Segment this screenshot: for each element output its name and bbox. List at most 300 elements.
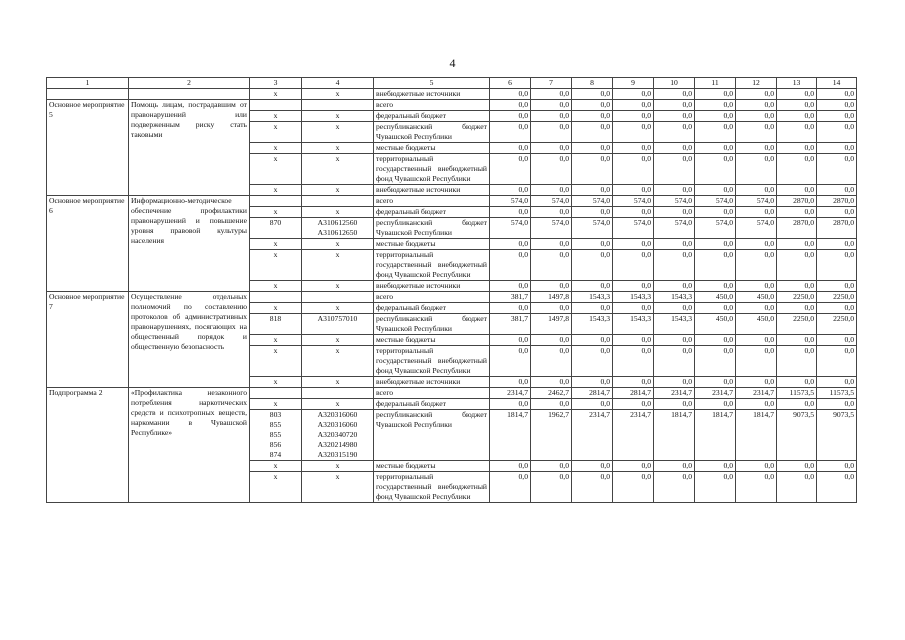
cell-value: 0,0 xyxy=(817,239,857,250)
cell-value: 0,0 xyxy=(777,185,817,196)
cell-value: 0,0 xyxy=(817,346,857,377)
cell-value: 0,0 xyxy=(654,122,695,143)
cell-value: 0,0 xyxy=(490,472,531,503)
column-header: 14 xyxy=(817,78,857,89)
cell-value: 0,0 xyxy=(490,89,531,100)
cell-value: 0,0 xyxy=(572,154,613,185)
cell-value: 0,0 xyxy=(777,377,817,388)
cell-value: 1543,3 xyxy=(613,314,654,335)
cell-code: х xyxy=(302,239,374,250)
cell-code xyxy=(302,388,374,399)
cell-title: «Профилактика незаконного потребления наркотических средств и психотропных веществ, наркомании в Чувашской Республике» xyxy=(129,388,250,503)
cell-value: 0,0 xyxy=(736,89,777,100)
cell-value: 0,0 xyxy=(572,250,613,281)
cell-value: 0,0 xyxy=(654,461,695,472)
cell-value: 574,0 xyxy=(531,218,572,239)
cell-value: 2314,7 xyxy=(572,410,613,461)
cell-value: 0,0 xyxy=(572,207,613,218)
cell-grbs: х xyxy=(250,335,302,346)
cell-grbs xyxy=(250,196,302,207)
cell-source: всего xyxy=(374,100,490,111)
cell-value: 2250,0 xyxy=(817,314,857,335)
cell-grbs xyxy=(250,100,302,111)
cell-value: 0,0 xyxy=(654,346,695,377)
cell-grbs: х xyxy=(250,250,302,281)
column-header: 4 xyxy=(302,78,374,89)
cell-value: 0,0 xyxy=(490,399,531,410)
cell-value: 0,0 xyxy=(654,335,695,346)
column-header: 8 xyxy=(572,78,613,89)
cell-value: 0,0 xyxy=(817,100,857,111)
cell-value: 0,0 xyxy=(817,111,857,122)
cell-value: 1814,7 xyxy=(654,410,695,461)
cell-value: 450,0 xyxy=(736,314,777,335)
column-header: 12 xyxy=(736,78,777,89)
cell-value: 0,0 xyxy=(531,472,572,503)
cell-value: 0,0 xyxy=(572,100,613,111)
cell-value: 0,0 xyxy=(490,239,531,250)
cell-value: 0,0 xyxy=(654,111,695,122)
cell-value: 0,0 xyxy=(736,143,777,154)
cell-value: 0,0 xyxy=(654,281,695,292)
cell-source: всего xyxy=(374,292,490,303)
cell-value: 0,0 xyxy=(613,143,654,154)
cell-value: 0,0 xyxy=(817,122,857,143)
cell-value: 0,0 xyxy=(490,346,531,377)
cell-code: х xyxy=(302,335,374,346)
cell-value: 0,0 xyxy=(695,250,736,281)
cell-value: 0,0 xyxy=(736,472,777,503)
cell-code xyxy=(302,292,374,303)
cell-grbs: х xyxy=(250,143,302,154)
cell-value: 1497,8 xyxy=(531,314,572,335)
cell-source: местные бюджеты xyxy=(374,143,490,154)
cell-code: А320316060 А320316060 А320340720 А320214980 А320315190 xyxy=(302,410,374,461)
cell-value: 0,0 xyxy=(572,185,613,196)
cell-source: местные бюджеты xyxy=(374,461,490,472)
cell-value: 0,0 xyxy=(654,89,695,100)
cell-grbs: х xyxy=(250,89,302,100)
cell-value: 0,0 xyxy=(736,377,777,388)
cell-value: 381,7 xyxy=(490,292,531,303)
cell-code: х xyxy=(302,472,374,503)
cell-value: 2314,7 xyxy=(654,388,695,399)
cell-value: 0,0 xyxy=(613,154,654,185)
cell-source: всего xyxy=(374,388,490,399)
cell-value: 2314,7 xyxy=(736,388,777,399)
cell-value: 0,0 xyxy=(490,100,531,111)
cell-value: 0,0 xyxy=(613,122,654,143)
cell-value: 1814,7 xyxy=(490,410,531,461)
cell-value: 381,7 xyxy=(490,314,531,335)
cell-value: 0,0 xyxy=(531,111,572,122)
cell-value: 0,0 xyxy=(572,472,613,503)
cell-value: 0,0 xyxy=(613,303,654,314)
cell-value: 0,0 xyxy=(654,239,695,250)
cell-value: 0,0 xyxy=(654,185,695,196)
cell-value: 574,0 xyxy=(654,218,695,239)
cell-value: 0,0 xyxy=(777,335,817,346)
cell-value: 450,0 xyxy=(695,292,736,303)
cell-code: х xyxy=(302,207,374,218)
cell-value: 0,0 xyxy=(572,399,613,410)
cell-code xyxy=(302,196,374,207)
table-row xyxy=(47,292,857,303)
cell-value: 0,0 xyxy=(817,250,857,281)
column-header: 1 xyxy=(47,78,129,89)
cell-value: 0,0 xyxy=(736,154,777,185)
cell-value: 0,0 xyxy=(817,461,857,472)
cell-value: 0,0 xyxy=(490,303,531,314)
cell-value: 2814,7 xyxy=(572,388,613,399)
column-header: 6 xyxy=(490,78,531,89)
cell-value: 574,0 xyxy=(695,196,736,207)
cell-value: 0,0 xyxy=(490,250,531,281)
cell-grbs: х xyxy=(250,154,302,185)
cell-source: федеральный бюджет xyxy=(374,399,490,410)
cell-value: 0,0 xyxy=(777,239,817,250)
cell-code: А310757010 xyxy=(302,314,374,335)
cell-value: 0,0 xyxy=(695,303,736,314)
cell-value: 0,0 xyxy=(736,346,777,377)
cell-value: 0,0 xyxy=(736,250,777,281)
cell-value: 0,0 xyxy=(817,207,857,218)
cell-value: 0,0 xyxy=(695,207,736,218)
cell-value: 0,0 xyxy=(531,346,572,377)
cell-value: 0,0 xyxy=(654,303,695,314)
cell-value: 0,0 xyxy=(531,207,572,218)
cell-value: 0,0 xyxy=(572,111,613,122)
cell-code: х xyxy=(302,154,374,185)
cell-grbs: х xyxy=(250,111,302,122)
cell-grbs: х xyxy=(250,303,302,314)
column-header: 7 xyxy=(531,78,572,89)
cell-value: 2250,0 xyxy=(777,292,817,303)
cell-value: 0,0 xyxy=(777,122,817,143)
cell-grbs: х xyxy=(250,122,302,143)
cell-value: 0,0 xyxy=(572,122,613,143)
cell-value: 0,0 xyxy=(695,346,736,377)
cell-grbs: 870 xyxy=(250,218,302,239)
cell-value: 0,0 xyxy=(531,399,572,410)
cell-value: 0,0 xyxy=(695,143,736,154)
cell-value: 0,0 xyxy=(777,111,817,122)
cell-source: федеральный бюджет xyxy=(374,207,490,218)
cell-value: 1543,3 xyxy=(654,314,695,335)
cell-value: 0,0 xyxy=(613,472,654,503)
cell-value: 0,0 xyxy=(572,335,613,346)
cell-value: 0,0 xyxy=(736,461,777,472)
table-row xyxy=(47,196,857,207)
cell-value: 0,0 xyxy=(531,239,572,250)
cell-value: 0,0 xyxy=(654,472,695,503)
cell-value: 0,0 xyxy=(817,399,857,410)
cell-value: 0,0 xyxy=(695,89,736,100)
cell-value: 0,0 xyxy=(654,143,695,154)
cell-program: Основное мероприятие 7 xyxy=(47,292,129,388)
cell-value: 0,0 xyxy=(736,111,777,122)
cell-value: 0,0 xyxy=(736,239,777,250)
cell-value: 2870,0 xyxy=(777,196,817,207)
cell-grbs xyxy=(250,292,302,303)
cell-value: 1497,8 xyxy=(531,292,572,303)
column-header: 3 xyxy=(250,78,302,89)
cell-value: 0,0 xyxy=(572,89,613,100)
column-header: 10 xyxy=(654,78,695,89)
cell-code: х xyxy=(302,399,374,410)
cell-value: 574,0 xyxy=(654,196,695,207)
cell-code: А310612560 А310612650 xyxy=(302,218,374,239)
cell-value: 0,0 xyxy=(695,100,736,111)
cell-value: 0,0 xyxy=(613,399,654,410)
cell-value: 1814,7 xyxy=(695,410,736,461)
cell-value: 0,0 xyxy=(531,100,572,111)
cell-value: 0,0 xyxy=(654,377,695,388)
cell-code: х xyxy=(302,346,374,377)
cell-value: 0,0 xyxy=(695,122,736,143)
cell-value: 0,0 xyxy=(531,281,572,292)
cell-value: 2814,7 xyxy=(613,388,654,399)
cell-code: х xyxy=(302,89,374,100)
cell-value: 0,0 xyxy=(490,207,531,218)
cell-value: 0,0 xyxy=(817,89,857,100)
cell-source: всего xyxy=(374,196,490,207)
cell-value: 11573,5 xyxy=(817,388,857,399)
cell-source: территориальный государственный внебюджетный фонд Чувашской Республики xyxy=(374,154,490,185)
cell-source: федеральный бюджет xyxy=(374,111,490,122)
cell-value: 0,0 xyxy=(613,100,654,111)
cell-source: территориальный государственный внебюджетный фонд Чувашской Республики xyxy=(374,346,490,377)
cell-value: 0,0 xyxy=(695,111,736,122)
cell-value: 0,0 xyxy=(695,399,736,410)
cell-empty xyxy=(129,89,250,100)
cell-value: 9073,5 xyxy=(777,410,817,461)
cell-program: Основное мероприятие 5 xyxy=(47,100,129,196)
cell-value: 0,0 xyxy=(654,154,695,185)
cell-code: х xyxy=(302,250,374,281)
column-header: 11 xyxy=(695,78,736,89)
cell-value: 0,0 xyxy=(777,303,817,314)
cell-grbs: х xyxy=(250,461,302,472)
page-number: 4 xyxy=(449,56,456,70)
cell-grbs xyxy=(250,388,302,399)
cell-value: 0,0 xyxy=(531,185,572,196)
cell-code: х xyxy=(302,111,374,122)
cell-value: 0,0 xyxy=(777,100,817,111)
cell-value: 574,0 xyxy=(736,196,777,207)
cell-value: 0,0 xyxy=(736,122,777,143)
cell-empty xyxy=(47,89,129,100)
cell-code: х xyxy=(302,143,374,154)
cell-value: 574,0 xyxy=(613,196,654,207)
cell-value: 0,0 xyxy=(531,89,572,100)
cell-source: местные бюджеты xyxy=(374,335,490,346)
cell-value: 0,0 xyxy=(613,335,654,346)
cell-value: 0,0 xyxy=(695,185,736,196)
cell-value: 2314,7 xyxy=(613,410,654,461)
cell-program: Подпрограмма 2 xyxy=(47,388,129,503)
cell-value: 0,0 xyxy=(531,154,572,185)
cell-value: 2314,7 xyxy=(695,388,736,399)
cell-value: 0,0 xyxy=(531,335,572,346)
cell-value: 1962,7 xyxy=(531,410,572,461)
cell-source: внебюджетные источники xyxy=(374,377,490,388)
cell-value: 11573,5 xyxy=(777,388,817,399)
table-row xyxy=(47,100,857,111)
cell-value: 0,0 xyxy=(490,335,531,346)
budget-table xyxy=(46,77,857,503)
cell-code: х xyxy=(302,303,374,314)
cell-value: 0,0 xyxy=(777,89,817,100)
cell-value: 0,0 xyxy=(736,185,777,196)
cell-source: территориальный государственный внебюджетный фонд Чувашской Республики xyxy=(374,472,490,503)
cell-grbs: 818 xyxy=(250,314,302,335)
cell-value: 0,0 xyxy=(572,143,613,154)
cell-value: 0,0 xyxy=(572,303,613,314)
cell-value: 0,0 xyxy=(613,377,654,388)
cell-value: 0,0 xyxy=(817,154,857,185)
cell-value: 0,0 xyxy=(736,100,777,111)
cell-value: 0,0 xyxy=(777,281,817,292)
cell-value: 1543,3 xyxy=(654,292,695,303)
cell-value: 0,0 xyxy=(777,346,817,377)
cell-value: 0,0 xyxy=(654,399,695,410)
table-row xyxy=(47,388,857,399)
cell-value: 0,0 xyxy=(817,472,857,503)
table-row xyxy=(47,89,857,100)
cell-source: республиканский бюджет Чувашской Республики xyxy=(374,314,490,335)
cell-value: 0,0 xyxy=(490,154,531,185)
cell-value: 0,0 xyxy=(613,250,654,281)
cell-source: внебюджетные источники xyxy=(374,89,490,100)
cell-value: 0,0 xyxy=(572,281,613,292)
cell-value: 0,0 xyxy=(817,377,857,388)
cell-value: 0,0 xyxy=(490,185,531,196)
cell-title: Осуществление отдельных полномочий по составлению протоколов об административных правонарушениях, посягающих на общественный порядок и общественную безопасность xyxy=(129,292,250,388)
cell-title: Информационно-методическое обеспечение профилактики правонарушений и повышение уровня правовой культуры населения xyxy=(129,196,250,292)
cell-source: территориальный государственный внебюджетный фонд Чувашской Республики xyxy=(374,250,490,281)
cell-value: 0,0 xyxy=(695,472,736,503)
cell-title: Помощь лицам, пострадавшим от правонарушений или подверженным риску стать таковыми xyxy=(129,100,250,196)
cell-source: республиканский бюджет Чувашской Республики xyxy=(374,218,490,239)
cell-value: 0,0 xyxy=(654,100,695,111)
cell-value: 0,0 xyxy=(695,335,736,346)
cell-value: 2870,0 xyxy=(817,196,857,207)
cell-value: 0,0 xyxy=(613,207,654,218)
cell-code xyxy=(302,100,374,111)
table-body xyxy=(47,78,857,503)
cell-value: 0,0 xyxy=(613,346,654,377)
cell-value: 2250,0 xyxy=(777,314,817,335)
cell-value: 0,0 xyxy=(531,143,572,154)
cell-grbs: х xyxy=(250,377,302,388)
cell-value: 0,0 xyxy=(613,111,654,122)
cell-source: федеральный бюджет xyxy=(374,303,490,314)
cell-grbs: х xyxy=(250,399,302,410)
cell-value: 0,0 xyxy=(777,461,817,472)
cell-value: 1543,3 xyxy=(613,292,654,303)
cell-value: 0,0 xyxy=(654,250,695,281)
cell-value: 1543,3 xyxy=(572,292,613,303)
cell-value: 0,0 xyxy=(490,281,531,292)
cell-source: местные бюджеты xyxy=(374,239,490,250)
cell-value: 0,0 xyxy=(777,143,817,154)
cell-program: Основное мероприятие 6 xyxy=(47,196,129,292)
cell-value: 574,0 xyxy=(490,196,531,207)
cell-value: 0,0 xyxy=(490,122,531,143)
cell-value: 0,0 xyxy=(531,461,572,472)
cell-value: 0,0 xyxy=(531,122,572,143)
cell-source: внебюджетные источники xyxy=(374,185,490,196)
cell-value: 574,0 xyxy=(572,218,613,239)
cell-value: 0,0 xyxy=(817,303,857,314)
cell-value: 0,0 xyxy=(490,377,531,388)
cell-value: 0,0 xyxy=(654,207,695,218)
cell-value: 2870,0 xyxy=(777,218,817,239)
cell-value: 0,0 xyxy=(613,89,654,100)
cell-code: х xyxy=(302,185,374,196)
cell-value: 0,0 xyxy=(817,335,857,346)
cell-value: 0,0 xyxy=(817,281,857,292)
cell-value: 574,0 xyxy=(572,196,613,207)
cell-value: 0,0 xyxy=(490,111,531,122)
cell-value: 574,0 xyxy=(736,218,777,239)
cell-source: внебюджетные источники xyxy=(374,281,490,292)
cell-grbs: х xyxy=(250,281,302,292)
column-header: 5 xyxy=(374,78,490,89)
column-header: 13 xyxy=(777,78,817,89)
cell-value: 0,0 xyxy=(490,143,531,154)
cell-code: х xyxy=(302,122,374,143)
cell-value: 0,0 xyxy=(777,250,817,281)
cell-code: х xyxy=(302,461,374,472)
cell-value: 574,0 xyxy=(695,218,736,239)
cell-value: 2870,0 xyxy=(817,218,857,239)
cell-value: 0,0 xyxy=(695,154,736,185)
header-row xyxy=(47,78,857,89)
cell-value: 0,0 xyxy=(572,461,613,472)
cell-value: 0,0 xyxy=(736,399,777,410)
cell-value: 450,0 xyxy=(695,314,736,335)
cell-value: 574,0 xyxy=(613,218,654,239)
cell-value: 0,0 xyxy=(613,461,654,472)
cell-value: 2462,7 xyxy=(531,388,572,399)
cell-value: 450,0 xyxy=(736,292,777,303)
cell-source: республиканский бюджет Чувашской Республики xyxy=(374,410,490,461)
cell-value: 0,0 xyxy=(695,461,736,472)
column-header: 9 xyxy=(613,78,654,89)
cell-value: 0,0 xyxy=(777,154,817,185)
cell-value: 0,0 xyxy=(613,185,654,196)
cell-code: х xyxy=(302,377,374,388)
cell-grbs: х xyxy=(250,346,302,377)
cell-value: 0,0 xyxy=(572,377,613,388)
cell-value: 0,0 xyxy=(777,207,817,218)
cell-value: 574,0 xyxy=(490,218,531,239)
cell-value: 1814,7 xyxy=(736,410,777,461)
cell-value: 0,0 xyxy=(531,377,572,388)
cell-value: 0,0 xyxy=(490,461,531,472)
cell-value: 0,0 xyxy=(695,281,736,292)
cell-value: 0,0 xyxy=(613,281,654,292)
cell-value: 0,0 xyxy=(531,250,572,281)
cell-value: 0,0 xyxy=(736,303,777,314)
cell-grbs: х xyxy=(250,207,302,218)
cell-value: 574,0 xyxy=(531,196,572,207)
cell-grbs: х xyxy=(250,472,302,503)
cell-grbs: х xyxy=(250,239,302,250)
cell-value: 0,0 xyxy=(736,335,777,346)
